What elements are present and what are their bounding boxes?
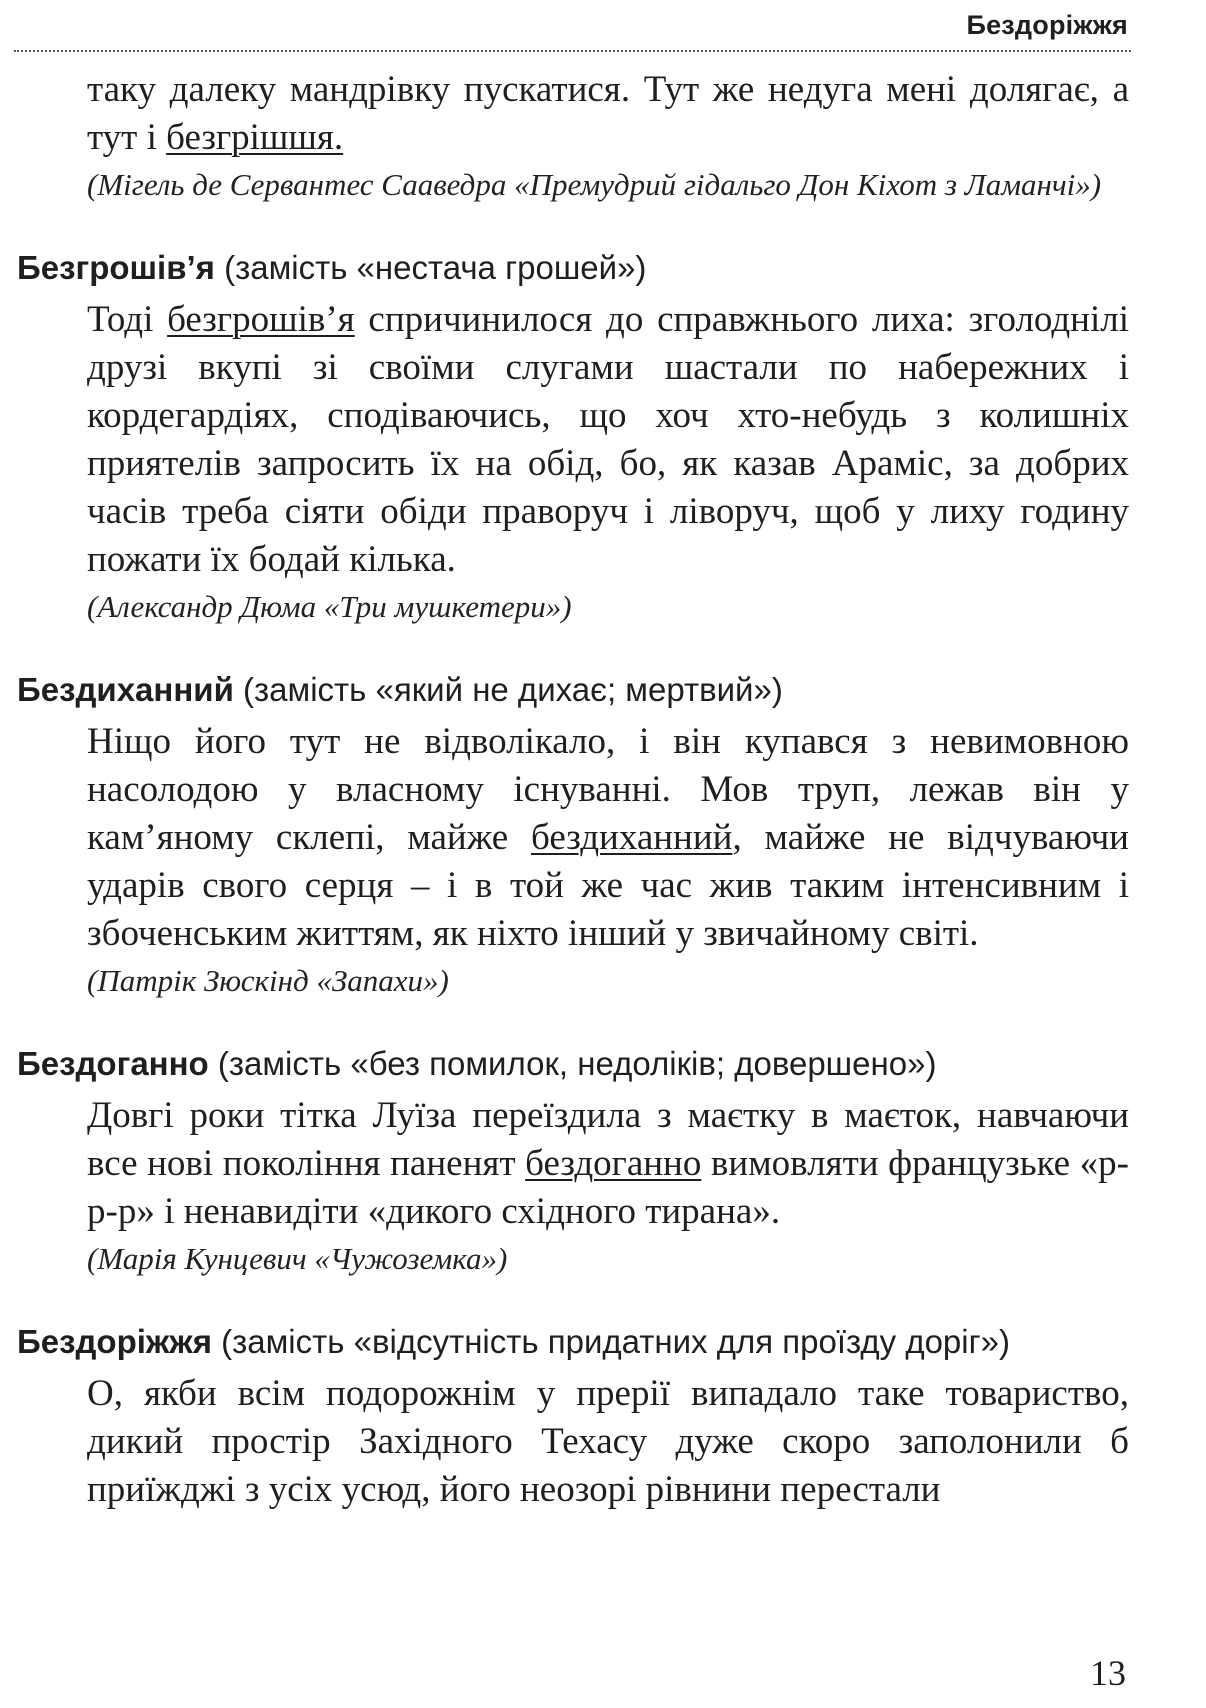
header-divider <box>14 50 1131 52</box>
headword: Безгрошів’я <box>17 249 215 286</box>
dictionary-entry <box>17 668 1129 1002</box>
page-body <box>17 66 1129 1516</box>
entry-heading <box>17 1042 1129 1086</box>
headword: Бездоріжжя <box>17 1323 212 1360</box>
underlined-word: безгрішшя. <box>166 117 344 158</box>
quote-text: Довгі роки тітка Луїза переїздила з маєтку в маєток, навчаючи все нові покоління паненят бездоганно вимовляти французьке «р-р-р» і ненавидіти «дикого східного тирана». <box>87 1095 1130 1232</box>
underlined-word: бездиханний <box>531 817 733 858</box>
headword: Бездоганно <box>17 1045 209 1082</box>
quote-text: Ніщо його тут не відволікало, і він купався з невимовною насолодою у власному існуванні. Мов труп, лежав він у кам’яному склепі, майже бездиханний, майже не відчуваючи ударів свого серця – і в той же час жив таким інтенсивним і збоченським життям, як ніхто інший у звичайному світі. <box>87 721 1129 954</box>
page-number: 13 <box>1090 1653 1126 1693</box>
continued-quote <box>17 66 1129 206</box>
entry-heading <box>17 246 1129 290</box>
headword: Бездиханний <box>17 671 234 708</box>
dictionary-entry <box>17 1320 1129 1514</box>
quote-text: Тоді безгрошів’я спричинилося до справжнього лиха: зголоднілі друзі вкупі зі своїми слугами шастали по набережних і кордегардіях, сподіваючись, що хоч хто-небудь з колишніх приятелів запросить їх на обід, бо, як казав Араміс, за добрих часів треба сіяти обіди праворуч і ліворуч, щоб у лиху годину пожати їх бодай кілька. <box>87 299 1129 580</box>
quote-text: О, якби всім подорожнім у прерії випадало таке товариство, дикий простір Західного Техасу дуже скоро заполонили б приїжджі з усіх усюд, його неозорі рівнини перестали <box>87 1373 1129 1510</box>
dictionary-entry <box>17 246 1129 628</box>
dictionary-entry <box>17 1042 1129 1280</box>
gloss: (замість «відсутність придатних для проїзду доріг») <box>211 1323 1010 1360</box>
quote-text: таку далеку мандрівку пускатися. Тут же недуга мені долягає, а тут і безгрішшя. <box>87 69 1129 158</box>
quote-source: (Патрік Зюскінд «Запахи») <box>87 963 449 998</box>
quote-source: (Марія Кунцевич «Чужоземка») <box>87 1241 508 1276</box>
entry-heading <box>17 668 1129 712</box>
underlined-word: безгрошів’я <box>167 299 355 340</box>
gloss: (замість «який не дихає; мертвий») <box>233 671 783 708</box>
underlined-word: бездоганно <box>525 1143 702 1184</box>
quote-source: (Мігель де Сервантес Сааведра «Премудрий гідальго Дон Кіхот з Ламанчі») <box>87 167 1102 202</box>
quote-source: (Александр Дюма «Три мушкетери») <box>87 589 572 624</box>
running-head: Бездоріжжя <box>966 10 1128 40</box>
gloss: (замість «нестача грошей») <box>214 249 647 286</box>
gloss: (замість «без помилок, недоліків; довершено») <box>208 1045 937 1082</box>
entry-heading <box>17 1320 1129 1364</box>
